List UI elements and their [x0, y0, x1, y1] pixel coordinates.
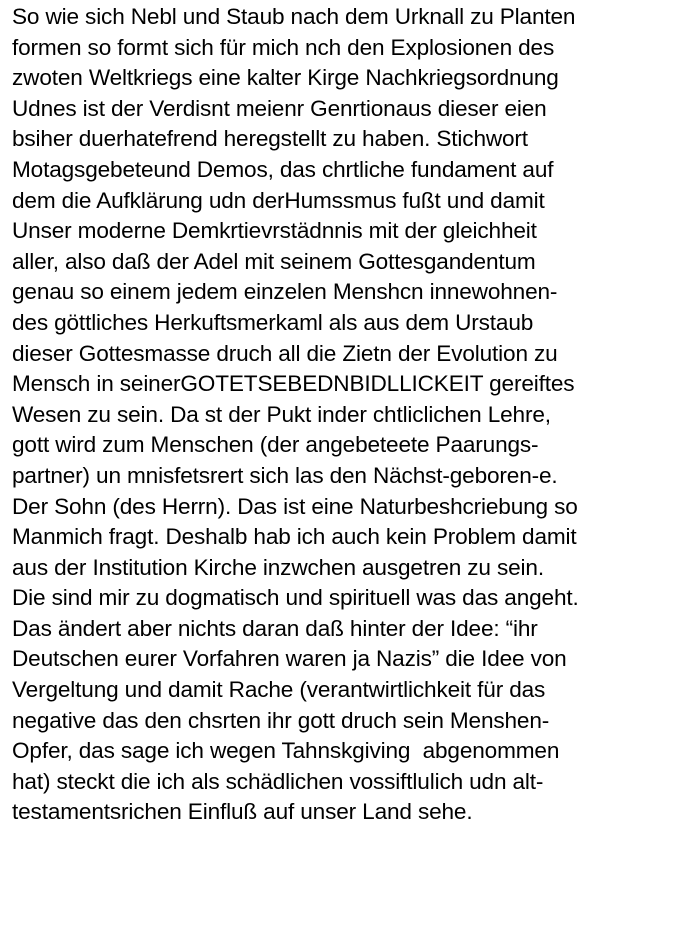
text-line: Wesen zu sein. Da st der Pukt inder chtliclichen Lehre,: [12, 401, 551, 427]
text-line: Deutschen eurer Vorfahren waren ja Nazis” die Idee von: [12, 646, 567, 672]
text-line: gott wird zum Menschen (der angebeteete Paarungs-: [12, 432, 539, 458]
text-line: Udnes ist der Verdisnt meienr Genrtionaus dieser eien: [12, 95, 547, 121]
text-line: zwoten Weltkriegs eine kalter Kirge Nachkriegsordnung: [12, 65, 559, 91]
text-line: formen so formt sich für mich nch den Explosionen des: [12, 34, 555, 60]
text-line: Die sind mir zu dogmatisch und spirituell was das angeht.: [12, 585, 579, 611]
text-line: Vergeltung und damit Rache (verantwirtlichkeit für das: [12, 677, 546, 703]
text-line: bsiher duerhatefrend heregstellt zu haben. Stichwort: [12, 126, 528, 152]
text-line: Unser moderne Demkrtievrstädnnis mit der gleichheit: [12, 218, 537, 244]
text-line: des göttliches Herkuftsmerkaml als aus dem Urstaub: [12, 309, 534, 335]
text-line: Opfer, das sage ich wegen Tahnskgiving abgenommen: [12, 738, 560, 764]
text-line: Manmich fragt. Deshalb hab ich auch kein Problem damit: [12, 524, 577, 550]
text-line: aus der Institution Kirche inzwchen ausgetren zu sein.: [12, 554, 544, 580]
text-line: dieser Gottesmasse druch all die Zietn der Evolution zu: [12, 340, 558, 366]
text-line: Motagsgebeteund Demos, das chrtliche fundament auf: [12, 156, 554, 182]
text-line: partner) un mnisfetsrert sich las den Nächst-geboren-e.: [12, 462, 558, 488]
text-line: negative das den chsrten ihr gott druch sein Menshen-: [12, 707, 550, 733]
text-line: aller, also daß der Adel mit seinem Gottesgandentum: [12, 248, 536, 274]
body-text: [12, 2, 684, 828]
text-line: testamentsrichen Einfluß auf unser Land sehe.: [12, 799, 473, 825]
text-line: dem die Aufklärung udn derHumssmus fußt und damit: [12, 187, 545, 213]
text-line: Der Sohn (des Herrn). Das ist eine Naturbeshcriebung so: [12, 493, 578, 519]
text-line: So wie sich Nebl und Staub nach dem Urknall zu Planten: [12, 4, 576, 29]
text-line: hat) steckt die ich als schädlichen vossiftlulich udn alt-: [12, 768, 544, 794]
text-line: Mensch in seinerGOTETSEBEDNBIDLLICKEIT gereiftes: [12, 371, 575, 397]
text-line: genau so einem jedem einzelen Menshcn innewohnen-: [12, 279, 558, 305]
text-line: Das ändert aber nichts daran daß hinter der Idee: “ihr: [12, 615, 538, 641]
